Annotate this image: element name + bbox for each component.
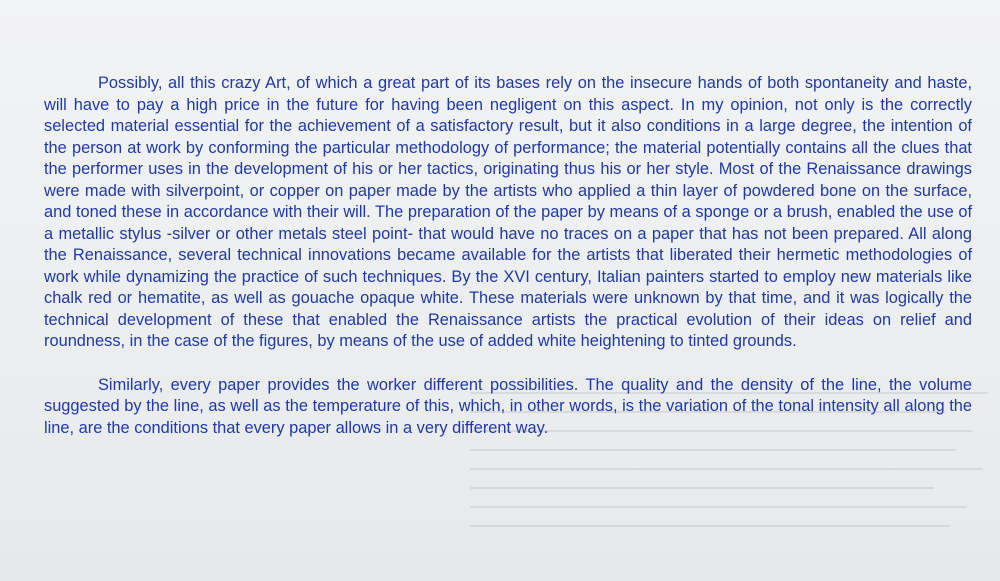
paragraph-1: Possibly, all this crazy Art, of which a great part of its bases rely on the insecure hands of both spontaneity and haste, will have to pay a high price in the future for having been negligent on this aspect. In my opinion, not only is the correctly selected material essential for the achievement of a satisfactory result, but it also conditions in a large degree, the intention of the person at work by conforming the particular methodology of performance; the material potentially contains all the clues that the performer uses in the development of his or her tactics, originating thus his or her style. Most of the Renaissance drawings were made with silverpoint, or copper on paper made by the artists who applied a thin layer of powdered bone on the surface, and toned these in accordance with their will. The preparation of the paper by means of a sponge or a brush, enabled the use of a metallic stylus -silver or other metals steel point- that would have no traces on a paper that has not been prepared. All along the Renaissance, several technical innovations became available for the artists that liberated their hermetic methodologies of work while dynamizing the practice of such techniques. By the XVI century, Italian painters started to employ new materials like chalk red or hematite, as well as gouache opaque white. These materials were unknown by that time, and it was logically the technical development of these that enabled the Renaissance artists the practical evolution of their ideas on relief and roundness, in the case of the figures, by means of the use of added white heightening to tinted grounds. — [44, 74, 972, 350]
body-text — [44, 73, 972, 439]
paragraph-2: Similarly, every paper provides the worker different possibilities. The quality and the density of the line, the volume suggested by the line, as well as the temperature of this, which, in other words, is the variation of the tonal intensity all along the line, are the conditions that every paper allows in a very different way. — [44, 375, 972, 437]
